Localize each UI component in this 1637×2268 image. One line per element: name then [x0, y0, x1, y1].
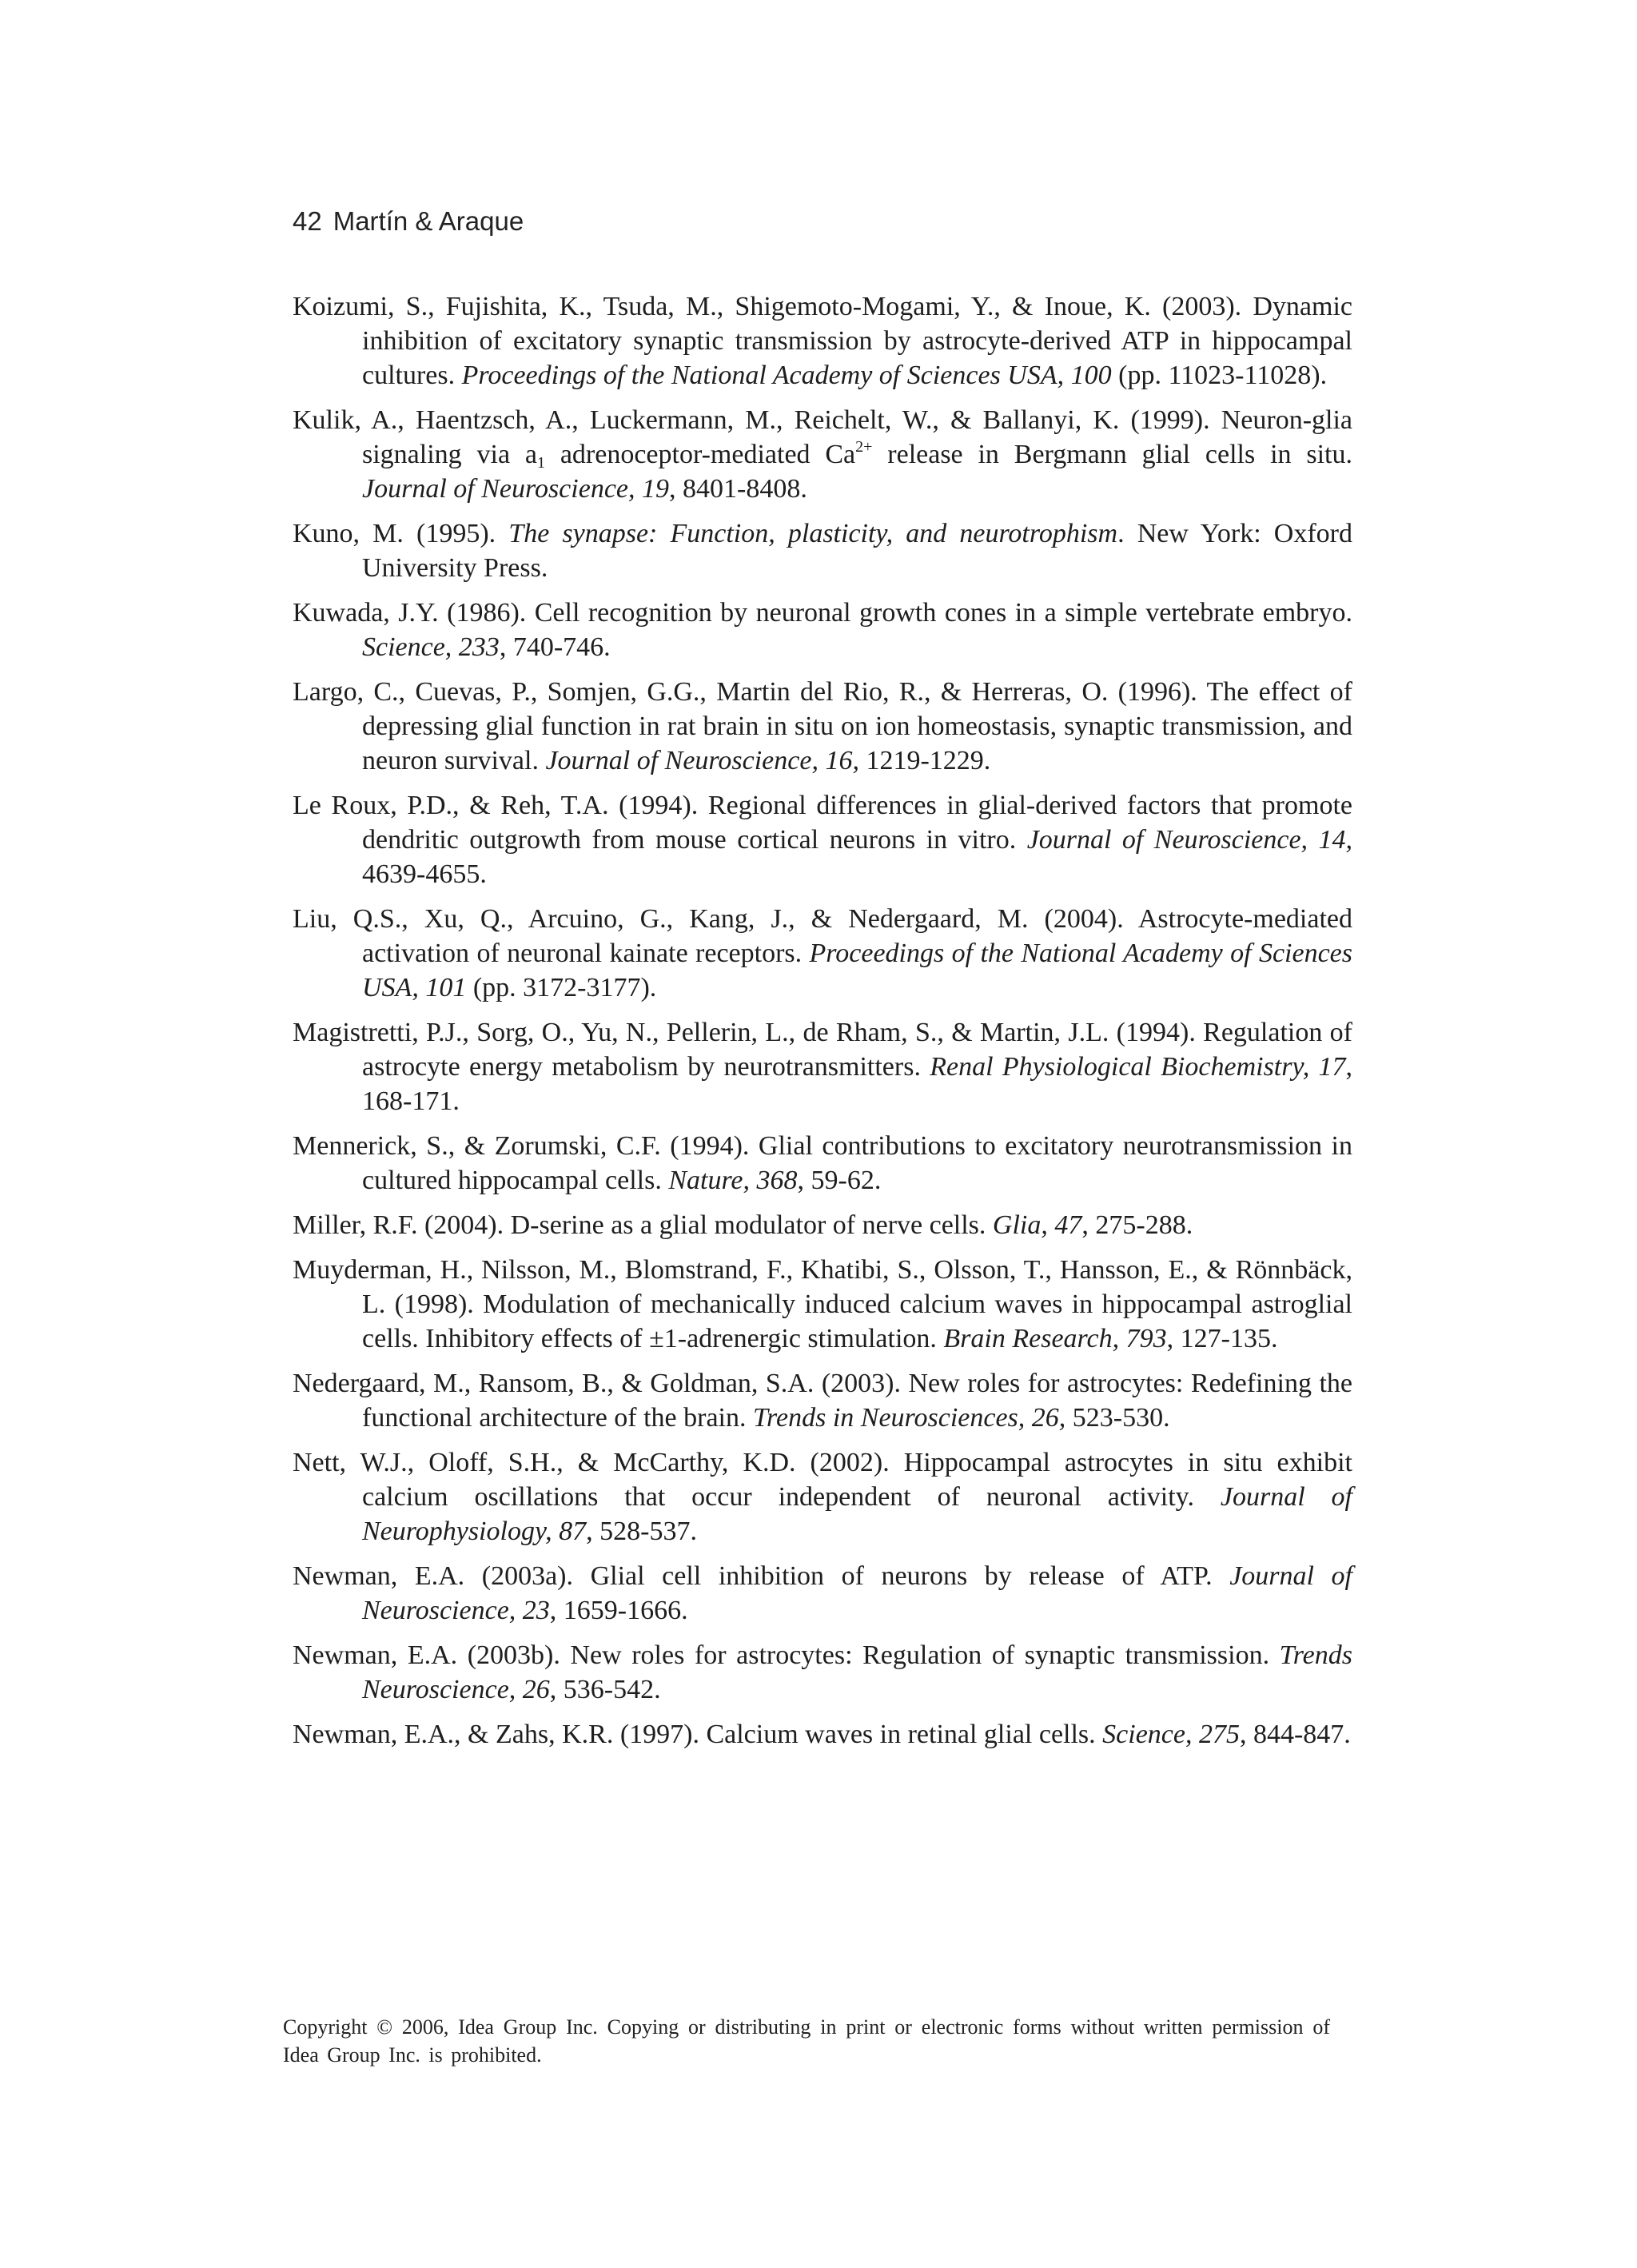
reference-entry: Newman, E.A., & Zahs, K.R. (1997). Calcium waves in retinal glial cells. Science, 275, 844-847.	[293, 1720, 1351, 1749]
reference-entry: Miller, R.F. (2004). D-serine as a glial modulator of nerve cells. Glia, 47, 275-288.	[293, 1210, 1193, 1240]
reference-entry: Newman, E.A. (2003a). Glial cell inhibition of neurons by release of ATP. Journal of Neuroscience, 23, 1659-1666.	[293, 1561, 1352, 1625]
reference-entry: Koizumi, S., Fujishita, K., Tsuda, M., Shigemoto-Mogami, Y., & Inoue, K. (2003). Dynamic inhibition of excitatory synaptic transmission by astrocyte-derived ATP in hippocampal cultures. Proceedings of the National Academy of Sciences USA, 100 (pp. 11023-11028).	[293, 292, 1352, 390]
reference-entry: Le Roux, P.D., & Reh, T.A. (1994). Regional differences in glial-derived factors that promote dendritic outgrowth from mouse cortical neurons in vitro. Journal of Neuroscience, 14, 4639-4655.	[293, 791, 1352, 889]
reference-entry: Nett, W.J., Oloff, S.H., & McCarthy, K.D. (2002). Hippocampal astrocytes in situ exhibit calcium oscillations that occur independent of neuronal activity. Journal of Neurophysiology, 87, 528-537.	[293, 1448, 1353, 1546]
reference-entry: Mennerick, S., & Zorumski, C.F. (1994). Glial contributions to excitatory neurotransmission in cultured hippocampal cells. Nature, 368, 59-62.	[293, 1131, 1352, 1195]
page-number: 42	[293, 206, 322, 236]
reference-entry: Kuno, M. (1995). The synapse: Function, plasticity, and neurotrophism. New York: Oxford University Press.	[293, 519, 1353, 583]
reference-entry: Muyderman, H., Nilsson, M., Blomstrand, F., Khatibi, S., Olsson, T., Hansson, E., & Rönnbäck, L. (1998). Modulation of mechanically induced calcium waves in hippocampal astroglial cells. Inhibitory effects of ±1-adrenergic stimulation. Brain Research, 793, 127-135.	[293, 1255, 1352, 1353]
reference-entry: Largo, C., Cuevas, P., Somjen, G.G., Martin del Rio, R., & Herreras, O. (1996). The effect of depressing glial function in rat brain in situ on ion homeostasis, synaptic transmission, and neuron survival. Journal of Neuroscience, 16, 1219-1229.	[293, 677, 1352, 775]
reference-entry: Newman, E.A. (2003b). New roles for astrocytes: Regulation of synaptic transmission. Trends Neuroscience, 26, 536-542.	[293, 1640, 1352, 1704]
reference-entry: Magistretti, P.J., Sorg, O., Yu, N., Pellerin, L., de Rham, S., & Martin, J.L. (1994). Regulation of astrocyte energy metabolism by neurotransmitters. Renal Physiological Biochemistry, 17, 168-171.	[293, 1018, 1353, 1116]
reference-list	[293, 289, 1352, 1762]
reference-entry: Nedergaard, M., Ransom, B., & Goldman, S.A. (2003). New roles for astrocytes: Redefining the functional architecture of the brain. Trends in Neurosciences, 26, 523-530.	[293, 1369, 1352, 1433]
running-header	[293, 206, 524, 237]
reference-entry: Kuwada, J.Y. (1986). Cell recognition by neuronal growth cones in a simple vertebrate embryo. Science, 233, 740-746.	[293, 598, 1352, 662]
reference-entry: Liu, Q.S., Xu, Q., Arcuino, G., Kang, J., & Nedergaard, M. (2004). Astrocyte-mediated activation of neuronal kainate receptors. Proceedings of the National Academy of Sciences USA, 101 (pp. 3172-3177).	[293, 904, 1353, 1002]
copyright-notice: Copyright © 2006, Idea Group Inc. Copying or distributing in print or electronic forms without written permission of Idea Group Inc. is prohibited.	[283, 2015, 1330, 2067]
running-title: Martín & Araque	[333, 206, 524, 236]
reference-entry: Kulik, A., Haentzsch, A., Luckermann, M., Reichelt, W., & Ballanyi, K. (1999). Neuron-glia signaling via $a_1$ adrenoceptor-mediated $Ca^{2+}$ release in Bergmann glial cells in situ. Journal of Neuroscience, 19, 8401-8408.	[293, 405, 1352, 504]
